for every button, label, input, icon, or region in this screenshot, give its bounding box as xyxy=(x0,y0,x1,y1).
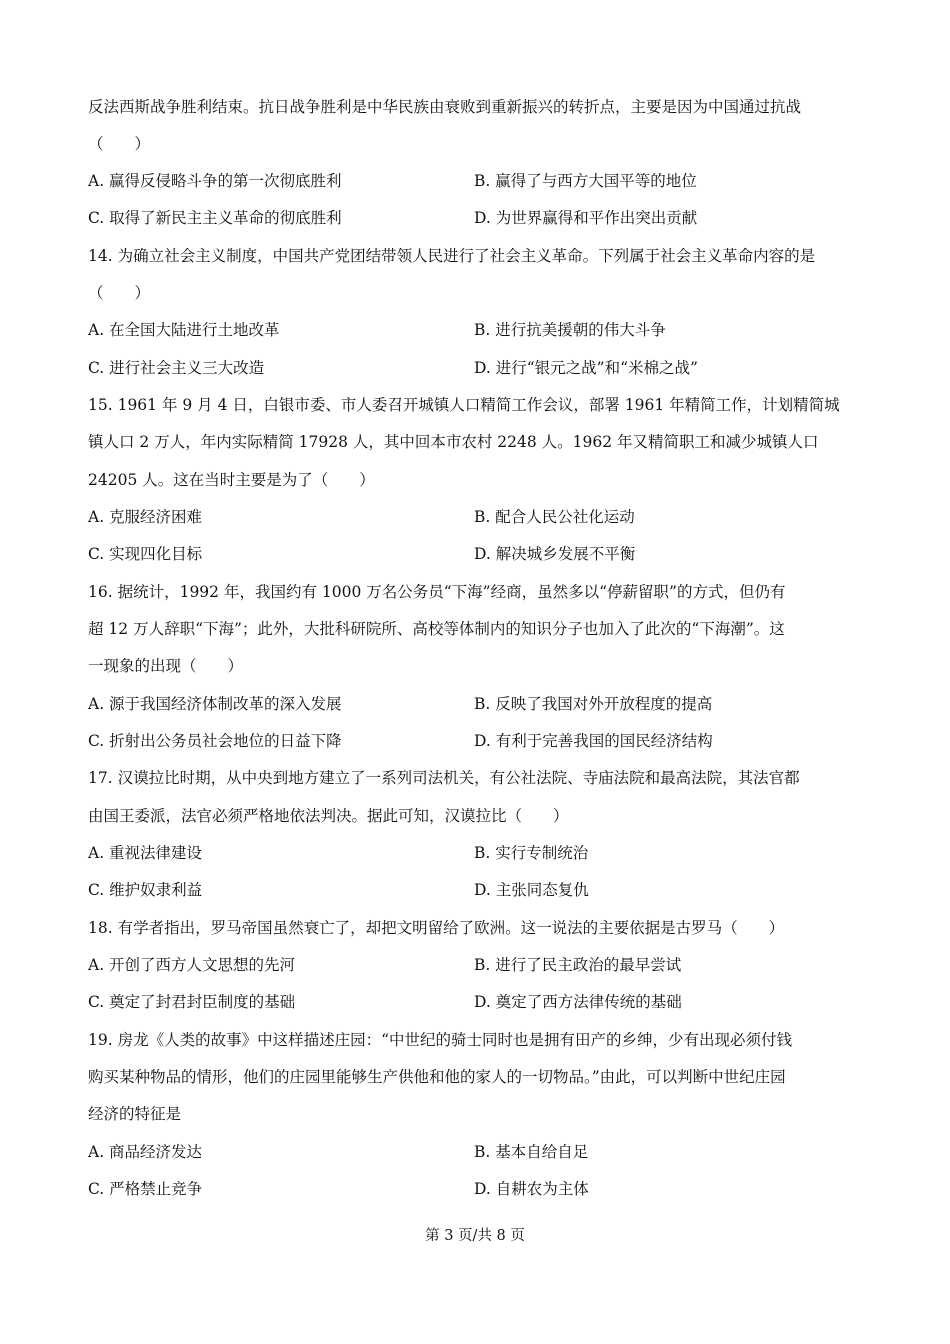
q16-stem-line2: 超 12 万人辞职“下海”；此外，大批科研院所、高校等体制内的知识分子也加入了此次的“下海潮”。这 xyxy=(88,620,785,638)
q18-option-a: A. 开创了西方人文思想的先河 xyxy=(88,956,296,974)
q14-stem-line2: （ ） xyxy=(88,284,151,302)
q17-option-c: C. 维护奴隶利益 xyxy=(88,881,203,899)
q19-option-c: C. 严格禁止竞争 xyxy=(88,1180,203,1198)
q16-option-b: B. 反映了我国对外开放程度的提高 xyxy=(474,695,713,713)
q17-stem-line1: 17. 汉谟拉比时期，从中央到地方建立了一系列司法机关，有公社法院、寺庙法院和最高法院，其法官都 xyxy=(88,769,800,787)
q14-option-b: B. 进行抗美援朝的伟大斗争 xyxy=(474,321,666,339)
q16-stem-line1: 16. 据统计，1992 年，我国约有 1000 万名公务员“下海”经商，虽然多以“停薪留职”的方式，但仍有 xyxy=(88,583,786,601)
q16-stem-line3: 一现象的出现（ ） xyxy=(88,657,244,675)
q15-stem-line1: 15. 1961 年 9 月 4 日，白银市委、市人委召开城镇人口精简工作会议，部署 1961 年精简工作，计划精简城 xyxy=(88,396,840,414)
q13-stem-line2: （ ） xyxy=(88,135,151,153)
q19-option-d: D. 自耕农为主体 xyxy=(474,1180,589,1198)
q17-option-b: B. 实行专制统治 xyxy=(474,844,589,862)
q17-option-d: D. 主张同态复仇 xyxy=(474,881,589,899)
page-footer: 第 3 页/共 8 页 xyxy=(425,1228,525,1244)
q13-stem-line1: 反法西斯战争胜利结束。抗日战争胜利是中华民族由衰败到重新振兴的转折点，主要是因为中国通过抗战 xyxy=(88,98,802,116)
q15-option-b: B. 配合人民公社化运动 xyxy=(474,508,635,526)
q17-stem-line2: 由国王委派，法官必须严格地依法判决。据此可知，汉谟拉比（ ） xyxy=(88,807,569,825)
q13-option-d: D. 为世界赢得和平作出突出贡献 xyxy=(474,209,698,227)
q15-option-d: D. 解决城乡发展不平衡 xyxy=(474,545,636,563)
q19-option-b: B. 基本自给自足 xyxy=(474,1143,589,1161)
q15-option-c: C. 实现四化目标 xyxy=(88,545,203,563)
q15-option-a: A. 克服经济困难 xyxy=(88,508,203,526)
q15-stem-line3: 24205 人。这在当时主要是为了（ ） xyxy=(88,471,375,489)
q19-stem-line2: 购买某种物品的情形，他们的庄园里能够生产供他和他的家人的一切物品。”由此，可以判断中世纪庄园 xyxy=(88,1068,786,1086)
q19-option-a: A. 商品经济发达 xyxy=(88,1143,203,1161)
q14-option-c: C. 进行社会主义三大改造 xyxy=(88,359,265,377)
q15-stem-line2: 镇人口 2 万人，年内实际精简 17928 人，其中回本市农村 2248 人。1962 年又精简职工和减少城镇人口 xyxy=(88,433,819,451)
q13-option-b: B. 赢得了与西方大国平等的地位 xyxy=(474,172,697,190)
q14-option-a: A. 在全国大陆进行土地改革 xyxy=(88,321,280,339)
q18-option-b: B. 进行了民主政治的最早尝试 xyxy=(474,956,682,974)
q13-option-c: C. 取得了新民主主义革命的彻底胜利 xyxy=(88,209,342,227)
q19-stem-line1: 19. 房龙《人类的故事》中这样描述庄园：“中世纪的骑士同时也是拥有田产的乡绅，少有出现必须付钱 xyxy=(88,1031,793,1049)
q16-option-a: A. 源于我国经济体制改革的深入发展 xyxy=(88,695,342,713)
q19-stem-line3: 经济的特征是 xyxy=(88,1105,182,1123)
q18-stem-line1: 18. 有学者指出，罗马帝国虽然衰亡了，却把文明留给了欧洲。这一说法的主要依据是古罗马（ ） xyxy=(88,919,785,937)
q18-option-d: D. 奠定了西方法律传统的基础 xyxy=(474,993,682,1011)
q18-option-c: C. 奠定了封君封臣制度的基础 xyxy=(88,993,296,1011)
q14-stem-line1: 14. 为确立社会主义制度，中国共产党团结带领人民进行了社会主义革命。下列属于社会主义革命内容的是 xyxy=(88,247,816,265)
q14-option-d: D. 进行“银元之战”和“米棉之战” xyxy=(474,359,698,377)
q17-option-a: A. 重视法律建设 xyxy=(88,844,203,862)
q13-option-a: A. 赢得反侵略斗争的第一次彻底胜利 xyxy=(88,172,342,190)
q16-option-d: D. 有利于完善我国的国民经济结构 xyxy=(474,732,713,750)
q16-option-c: C. 折射出公务员社会地位的日益下降 xyxy=(88,732,342,750)
